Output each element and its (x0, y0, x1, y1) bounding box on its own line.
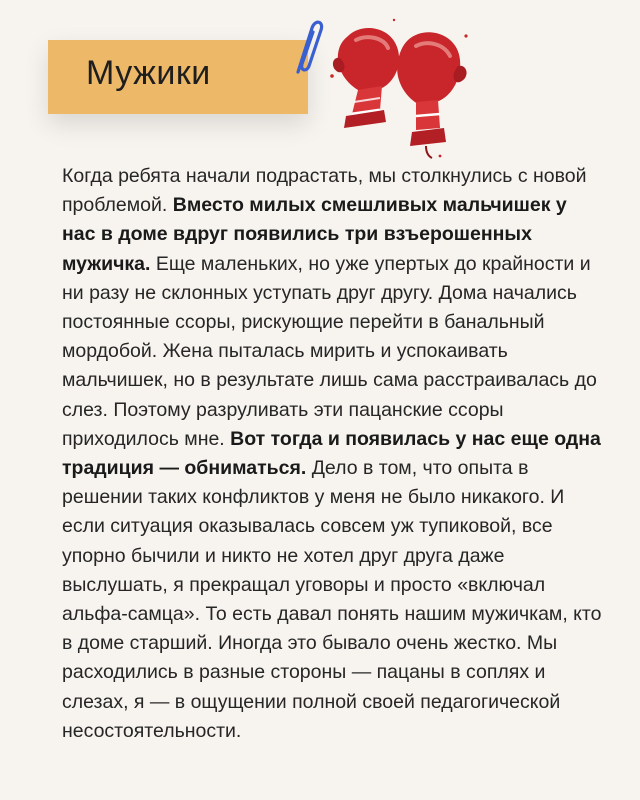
bold-text-run: Вместо милых смешливых мальчишек у нас в доме вдруг появились три взъерошенных мужичка. (62, 194, 567, 275)
title-banner (48, 40, 308, 114)
text-run: Когда ребята начали подрастать, мы столкнулись с новой проблемой. (62, 165, 587, 217)
page-title: Мужики (86, 54, 211, 92)
text-run: Еще маленьких, но уже упертых до крайности и ни разу не склонных уступать друг другу. Дома начались постоянные ссоры, рискующие перейти в банальный мордобой. Жена пыталась мирить и успокаивать мальчишек, но в результате лишь сама расстраивалась до слез. Поэтому разруливать эти пацанские ссоры приходилось мне. (62, 252, 597, 450)
bold-text-run: Вот тогда и появилась у нас еще одна традиция — обниматься. (62, 427, 601, 480)
body-paragraph (62, 162, 602, 746)
boxing-gloves-icon (290, 6, 480, 166)
text-run: Дело в том, что опыта в решении таких конфликтов у меня не было никакого. И если ситуация оказывалась совсем уж тупиковой, все упорно бычили и никто не хотел друг друга даже выслушать, я прекращал уговоры и просто «включал альфа-самца». То есть давал понять нашим мужичкам, кто в доме старший. Иногда это бывало очень жестко. Мы расходились в разные стороны — пацаны в соплях и слезах, я — в ощущении полной своей педагогической несостоятельности. (62, 457, 602, 742)
